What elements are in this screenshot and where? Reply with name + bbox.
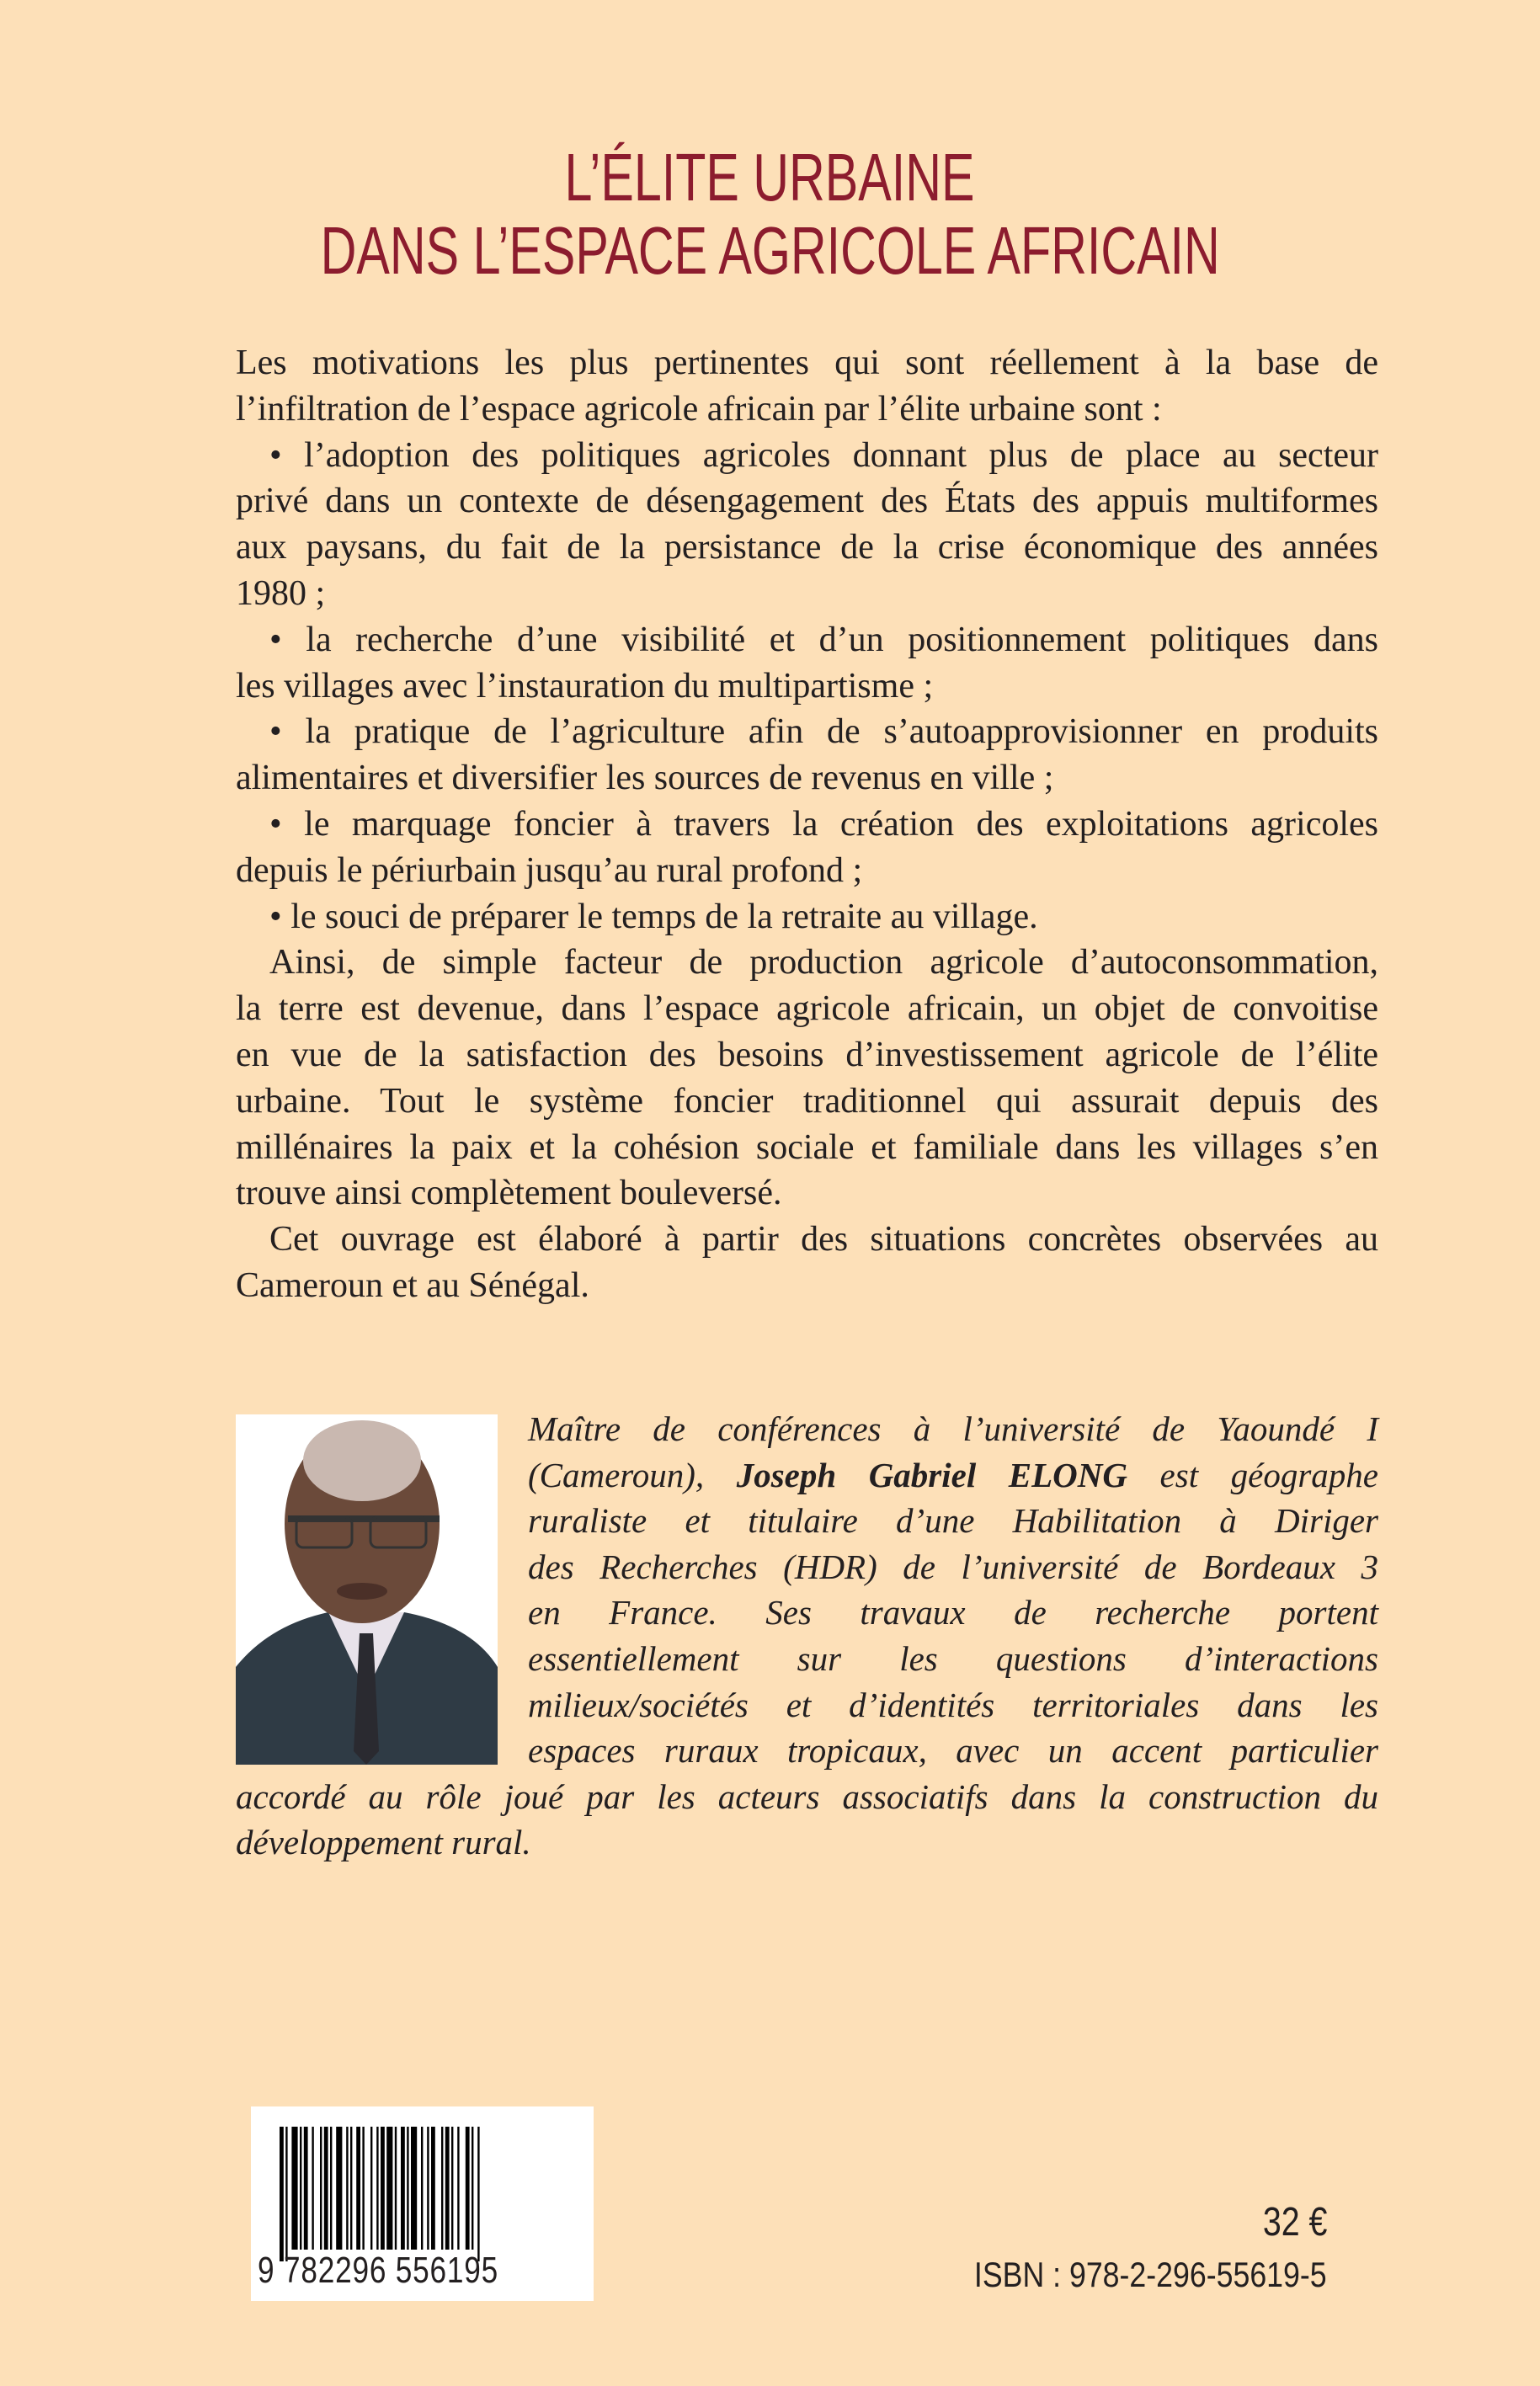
barcode-bar [381,2127,385,2250]
bio-line: accordé au rôle joué par les acteurs associatifs dans la construction du [236,1776,1378,1816]
bio-text: est géographe [1127,1455,1378,1494]
bio-text: (Cameroun), [528,1455,737,1494]
barcode-bar [285,2127,287,2261]
book-title-line-2 [0,215,1540,287]
synopsis-line: millénaires la paix et la cohésion sociale et familiale dans les villages s’en [236,1127,1378,1167]
barcode-bar [401,2127,405,2250]
barcode-bars-icon [268,2127,579,2261]
bio-line: Maître de conférences à l’université de Yaoundé I [528,1409,1378,1448]
barcode-bar [362,2127,364,2250]
synopsis-line: • le marquage foncier à travers la création des exploitations agricoles [269,804,1378,844]
synopsis-line: privé dans un contexte de désengagement des États des appuis multiformes [236,482,1378,521]
synopsis-line: • le souci de préparer le temps de la retraite au village. [269,897,1038,936]
barcode-bar [421,2127,423,2250]
synopsis-line: urbaine. Tout le système foncier traditionnel qui assurait depuis des [236,1081,1378,1121]
isbn: ISBN : 978-2-296-55619-5 [974,2255,1327,2294]
barcode-bar [320,2127,322,2250]
barcode-bar [312,2127,313,2250]
synopsis-line: Les motivations les plus pertinentes qui sont réellement à la base de [236,344,1378,382]
bio-line: espaces ruraux tropicaux, avec un accent particulier [528,1731,1378,1771]
bio-line: développement rural. [236,1823,531,1862]
title-text-2: DANS L’ESPACE AGRICOLE AFRICAIN [320,213,1220,288]
barcode-bar [472,2127,473,2250]
barcode-bar [376,2127,378,2250]
synopsis-text [236,340,1378,1309]
barcode-bar [427,2127,429,2250]
synopsis-line: en vue de la satisfaction des besoins d’investissement agricole de l’élite [236,1035,1378,1074]
synopsis-line: • l’adoption des politiques agricoles donnant plus de place au secteur [269,435,1378,475]
barcode-bar [356,2127,360,2250]
synopsis-line: 1980 ; [236,573,326,613]
barcode-bar [300,2127,301,2250]
barcode-bar [411,2127,417,2250]
barcode-bar [304,2127,308,2250]
bio-line [236,1452,1378,1499]
barcode-bar [466,2127,470,2250]
barcode-bar [451,2127,453,2250]
synopsis-line: alimentaires et diversifier les sources de revenus en ville ; [236,759,1054,798]
bio-line: en France. Ses travaux de recherche portent [528,1593,1378,1632]
barcode [251,2106,594,2301]
author-bio [236,1406,1378,1866]
synopsis-line: les villages avec l’instauration du multipartisme ; [236,666,934,706]
barcode-bar [370,2127,372,2250]
barcode-bar [407,2127,408,2250]
synopsis-line: Ainsi, de simple facteur de production agricole d’autoconsommation, [269,943,1378,983]
bio-line: des Recherches (HDR) de l’université de Bordeaux 3 [528,1547,1378,1586]
barcode-bar [280,2127,284,2261]
barcode-bar [386,2127,392,2250]
barcode-bar [395,2127,397,2250]
synopsis-line: Cameroun et au Sénégal. [236,1265,589,1305]
barcode-bar [457,2127,459,2250]
barcode-bar [477,2127,479,2261]
barcode-number: 9 782296 556195 [258,2250,499,2291]
barcode-bar [336,2127,342,2250]
barcode-bar [291,2127,297,2250]
synopsis-line: • la recherche d’une visibilité et d’un positionnement politiques dans [269,620,1378,659]
barcode-bar [441,2127,443,2250]
book-title-line-1 [0,141,1540,214]
synopsis-line: l’infiltration de l’espace agricole africain par l’élite urbaine sont : [236,389,1162,429]
synopsis-line: • la pratique de l’agriculture afin de s’autoapprovisionner en produits [269,712,1378,752]
bio-line: essentiellement sur les questions d’interactions [528,1638,1378,1678]
barcode-bar [324,2127,328,2250]
barcode-bar [346,2127,348,2250]
barcode-bar [445,2127,450,2250]
synopsis-line: aux paysans, du fait de la persistance de la crise économique des années [236,528,1378,567]
bio-line: milieux/sociétés et d’identités territoriales dans les [528,1685,1378,1724]
barcode-bar [350,2127,352,2250]
price: 32 € [1262,2200,1327,2245]
synopsis-line: trouve ainsi complètement bouleversé. [236,1174,782,1213]
synopsis-line: depuis le périurbain jusqu’au rural profond ; [236,850,863,890]
barcode-bar [330,2127,332,2250]
title-text-1: L’ÉLITE URBAINE [565,140,975,215]
author-name: Joseph Gabriel ELONG [736,1455,1128,1494]
bio-line: ruraliste et titulaire d’une Habilitation à Diriger [528,1501,1378,1541]
synopsis-line: Cet ouvrage est élaboré à partir des situations concrètes observées au [269,1220,1378,1260]
synopsis-line: la terre est devenue, dans l’espace agricole africain, un objet de convoitise [236,989,1378,1029]
barcode-bar [431,2127,435,2250]
